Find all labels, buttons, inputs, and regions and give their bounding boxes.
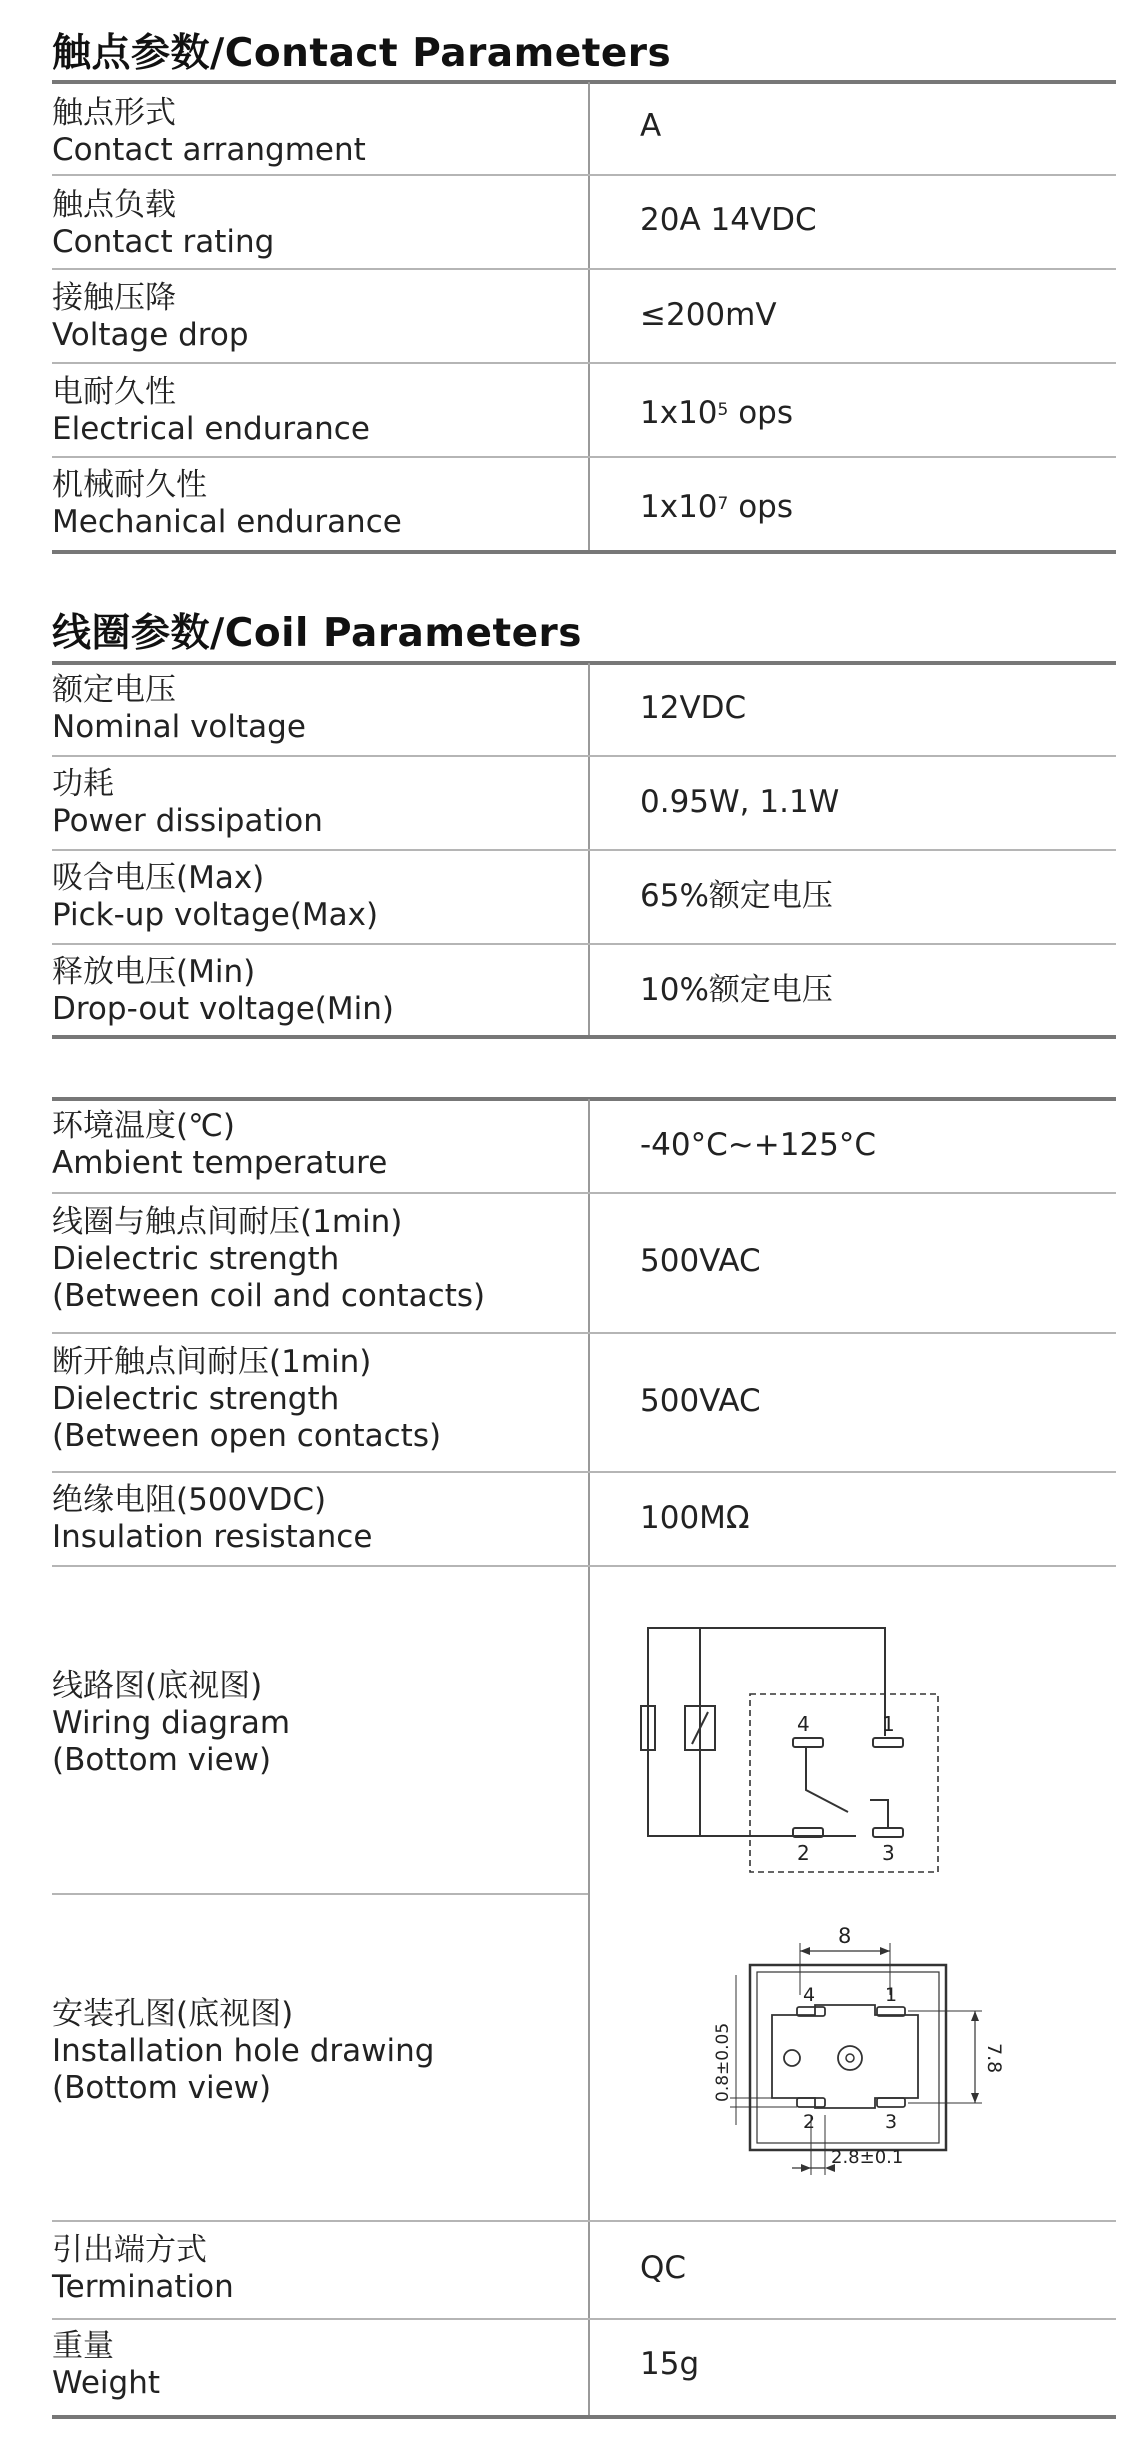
table-row-label: 释放电压(Min) Drop-out voltage(Min) [52,954,394,1027]
row-divider [52,456,1116,458]
table-row-value: -40°C~+125°C [640,1127,877,1163]
table-row-label: 接触压降 Voltage drop [52,280,249,353]
installation-hole-drawing [700,1915,1005,2190]
table-row-label: 机械耐久性 Mechanical endurance [52,467,402,540]
row-divider [52,849,1116,851]
column-divider [588,82,590,552]
table-row-value: 12VDC [640,690,747,726]
table-row-value: ≤200mV [640,297,777,333]
table-row-value: $1x10^7$ ops [640,489,793,525]
dimension-label: 7.8 [983,2043,1005,2074]
divider [52,1097,1116,1101]
pin-label: 1 [885,1984,898,2006]
table-row-label: 功耗 Power dissipation [52,766,323,839]
table-row-label: 环境温度(℃) Ambient temperature [52,1108,388,1181]
row-divider [52,1893,588,1895]
divider [52,1035,1116,1039]
table-row-value: 500VAC [640,1243,761,1279]
table-row-value: 500VAC [640,1383,761,1419]
pin-label: 2 [797,1841,810,1865]
divider [52,661,1116,665]
row-divider [52,943,1116,945]
divider [52,2415,1116,2419]
table-row-value: 100MΩ [640,1500,750,1536]
row-divider [52,1332,1116,1334]
pin-label: 4 [803,1984,816,2006]
table-row-value: A [640,108,662,144]
row-divider [52,1471,1116,1473]
dimension-label: 2.8±0.1 [831,2147,904,2168]
table-row-label: 电耐久性 Electrical endurance [52,374,370,447]
row-divider [52,755,1116,757]
table-row-value: 10%额定电压 [640,972,833,1008]
pin-label: 2 [803,2111,816,2133]
row-divider [52,2220,1116,2222]
table-row-value: 15g [640,2346,700,2382]
contact-section-title: 触点参数/Contact Parameters [52,31,672,76]
divider [52,550,1116,554]
divider [52,80,1116,84]
table-row-label: 触点形式 Contact arrangment [52,95,366,168]
pin-label: 3 [885,2111,898,2133]
dimension-label: 0.8±0.05 [713,2022,733,2102]
row-divider [52,174,1116,176]
dimension-label: 8 [838,1924,852,1948]
row-divider [52,1565,1116,1567]
row-divider [52,268,1116,270]
table-row-label: 安装孔图(底视图) Installation hole drawing (Bottom view) [52,1996,435,2106]
row-divider [52,362,1116,364]
row-divider [52,1192,1116,1194]
table-row-value: 65%额定电压 [640,878,833,914]
table-row-value: 20A 14VDC [640,202,817,238]
table-row-value: $1x10^5$ ops [640,395,793,431]
coil-section-title: 线圈参数/Coil Parameters [52,611,583,656]
table-row-label: 引出端方式 Termination [52,2232,234,2305]
row-divider [52,2318,1116,2320]
table-row-label: 绝缘电阻(500VDC) Insulation resistance [52,1482,373,1555]
pin-label: 3 [882,1841,895,1865]
table-row-label: 线圈与触点间耐压(1min) Dielectric strength (Between coil and contacts) [52,1204,486,1314]
table-row-label: 断开触点间耐压(1min) Dielectric strength (Between open contacts) [52,1344,442,1454]
table-row-label: 触点负载 Contact rating [52,187,275,260]
table-row-label: 线路图(底视图) Wiring diagram (Bottom view) [52,1668,291,1778]
table-row-value: 0.95W, 1.1W [640,784,840,820]
table-row-label: 额定电压 Nominal voltage [52,672,306,745]
table-row-label: 重量 Weight [52,2328,161,2401]
pin-label: 1 [882,1712,895,1736]
wiring-diagram [630,1610,950,1890]
pin-label: 4 [797,1712,810,1736]
table-row-value: QC [640,2250,687,2286]
table-row-label: 吸合电压(Max) Pick-up voltage(Max) [52,860,379,933]
